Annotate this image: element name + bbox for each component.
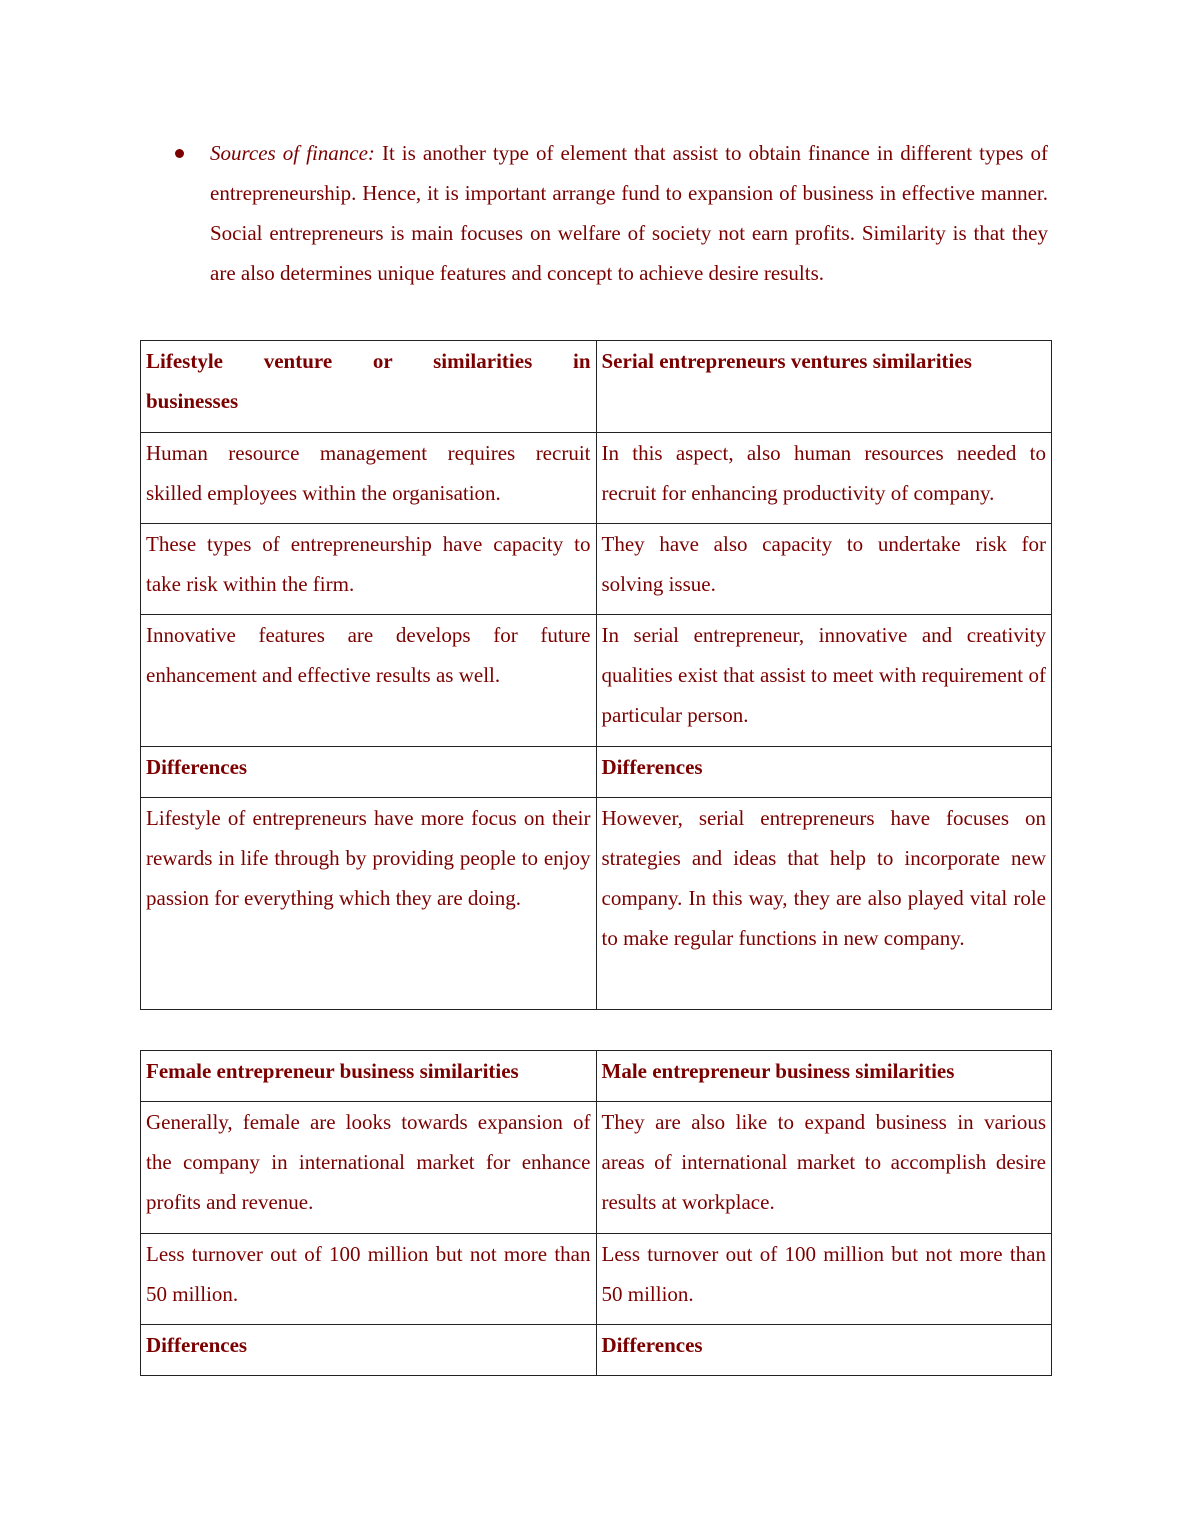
table-cell-left: These types of entrepreneurship have capacity to take risk within the firm. bbox=[141, 524, 597, 615]
table-header-row bbox=[141, 341, 1052, 433]
female-male-table bbox=[140, 1050, 1052, 1376]
differences-cell-left: Differences bbox=[141, 1325, 597, 1376]
table-header-cell-right: Male entrepreneur business similarities bbox=[596, 1051, 1052, 1102]
table-cell-right: Less turnover out of 100 million but not more than 50 million. bbox=[596, 1234, 1052, 1325]
differences-cell-right: Differences bbox=[596, 747, 1052, 798]
table-cell-right: In this aspect, also human resources needed to recruit for enhancing productivity of company. bbox=[596, 433, 1052, 524]
table-cell-left: Innovative features are develops for future enhancement and effective results as well. bbox=[141, 615, 597, 747]
differences-header-row bbox=[141, 747, 1052, 798]
table-row bbox=[141, 524, 1052, 615]
table-header-cell-left bbox=[141, 341, 597, 433]
table-header-cell-right: Serial entrepreneurs ventures similarities bbox=[596, 341, 1052, 433]
table-cell-left: Human resource management requires recruit skilled employees within the organisation. bbox=[141, 433, 597, 524]
table-row bbox=[141, 615, 1052, 747]
table-row bbox=[141, 1234, 1052, 1325]
bullet-label: Sources of finance: bbox=[210, 141, 375, 165]
table-header-cell-left: Female entrepreneur business similarities bbox=[141, 1051, 597, 1102]
differences-cell-left: Differences bbox=[141, 747, 597, 798]
table-cell-left: Generally, female are looks towards expansion of the company in international market for enhance profits and revenue. bbox=[141, 1102, 597, 1234]
table-row bbox=[141, 1102, 1052, 1234]
bullet-icon bbox=[175, 149, 184, 158]
table-cell-right: In serial entrepreneur, innovative and creativity qualities exist that assist to meet with requirement of particular person. bbox=[596, 615, 1052, 747]
header-left-line1: Lifestyle venture or similarities in bbox=[146, 349, 591, 373]
table-cell-right: However, serial entrepreneurs have focuses on strategies and ideas that help to incorporate new company. In this way, they are also played vital role to make regular functions in new company. bbox=[596, 798, 1052, 1010]
lifestyle-serial-table bbox=[140, 340, 1052, 1010]
table-header-row bbox=[141, 1051, 1052, 1102]
table-row bbox=[141, 798, 1052, 1010]
differences-cell-right: Differences bbox=[596, 1325, 1052, 1376]
table-cell-right: They are also like to expand business in various areas of international market to accomplish desire results at workplace. bbox=[596, 1102, 1052, 1234]
differences-header-row bbox=[141, 1325, 1052, 1376]
table-cell-left: Less turnover out of 100 million but not more than 50 million. bbox=[141, 1234, 597, 1325]
table-row bbox=[141, 433, 1052, 524]
bullet-paragraph bbox=[210, 133, 1048, 293]
header-left-line2: businesses bbox=[146, 389, 239, 413]
bullet-text: It is another type of element that assist to obtain finance in different types of entrepreneurship. Hence, it is important arrange fund to expansion of business in effective manner. Social entrepreneurs is main focuses on welfare of society not earn profits. Similarity is that they are also determines unique features and concept to achieve desire results. bbox=[210, 141, 1048, 285]
table-cell-left: Lifestyle of entrepreneurs have more focus on their rewards in life through by providing people to enjoy passion for everything which they are doing. bbox=[141, 798, 597, 1010]
table-cell-right: They have also capacity to undertake risk for solving issue. bbox=[596, 524, 1052, 615]
